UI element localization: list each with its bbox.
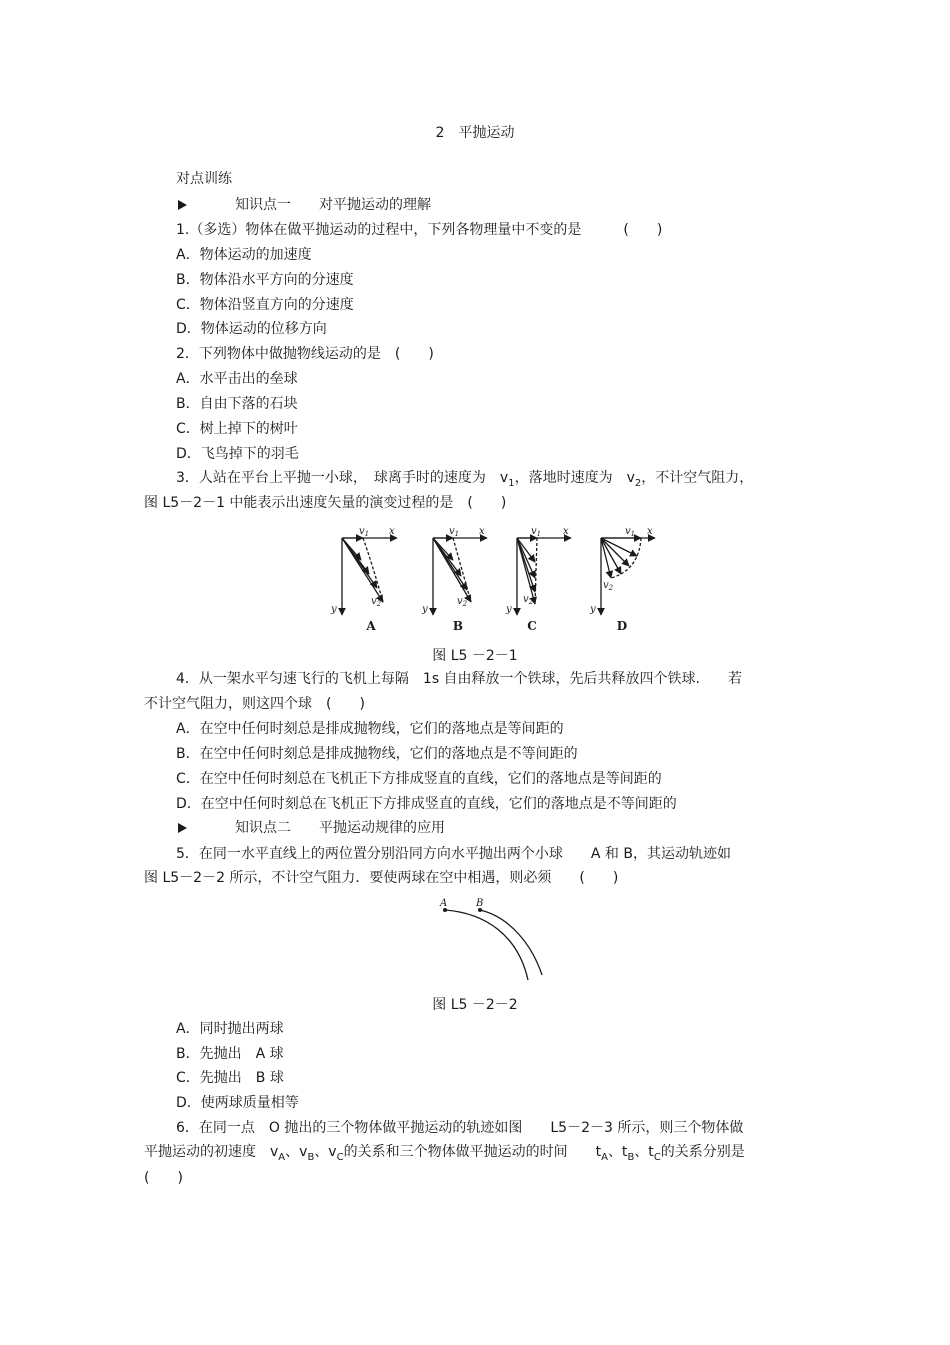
question-4-option-b: B．在空中任何时刻总是排成抛物线，它们的落地点是不等间距的: [176, 746, 578, 762]
question-4-option-c: C．在空中任何时刻总在飞机正下方排成竖直的直线，它们的落地点是等间距的: [176, 771, 662, 787]
q6-text-b: 的关系和三个物体做平抛运动的时间 t: [343, 1144, 602, 1160]
question-5-line-2: 图 L5－2－2 所示，不计空气阻力．要使两球在空中相遇，则必须 ( ): [144, 870, 619, 886]
label-x-d: x: [647, 526, 653, 537]
sub-ta: A: [601, 1151, 608, 1163]
sub-a: A: [278, 1151, 286, 1163]
question-5-option-b: B．先抛出 A 球: [176, 1046, 284, 1062]
sub-b: B: [307, 1151, 315, 1163]
label-v1-b: $v_1$: [449, 526, 460, 538]
question-2-stem: 2．下列物体中做抛物线运动的是 ( ): [176, 346, 434, 362]
label-x-c: x: [563, 526, 569, 537]
sub-tc: C: [653, 1151, 661, 1163]
figure-trajectories: [430, 895, 555, 985]
knowledge-point-2: [178, 819, 445, 837]
knowledge-point-1-label: 知识点一 对平抛运动的理解: [235, 197, 431, 213]
knowledge-point-2-label: 知识点二 平抛运动规律的应用: [235, 820, 445, 836]
subscript-2: 2: [634, 477, 642, 489]
question-5-option-d: D．使两球质量相等: [176, 1095, 299, 1111]
label-x-a: x: [389, 526, 395, 537]
question-1-option-c: C．物体沿竖直方向的分速度: [176, 297, 354, 313]
label-y-c: y: [506, 604, 512, 615]
label-a: A: [440, 898, 448, 909]
sep-4: 、t: [634, 1144, 654, 1160]
question-1-stem: 1.（多选）物体在做平抛运动的过程中，下列各物理量中不变的是 ( ): [176, 222, 663, 238]
question-5-option-a: A．同时抛出两球: [176, 1021, 284, 1037]
question-2-option-a: A．水平击出的垒球: [176, 371, 298, 387]
knowledge-point-1: [178, 196, 431, 214]
label-y-d: y: [590, 604, 596, 615]
question-4-option-d: D．在空中任何时刻总在飞机正下方排成竖直的直线，它们的落地点是不等间距的: [176, 796, 677, 812]
figure-velocity-vectors: [325, 520, 665, 638]
label-y-b: y: [422, 604, 428, 615]
panel-label-b: B: [452, 619, 464, 633]
q6-text-a: 平抛运动的初速度 v: [144, 1144, 279, 1160]
question-6-line-2: [144, 1143, 745, 1167]
page-title: 2 平抛运动: [435, 125, 515, 141]
question-6-line-3: ( ): [144, 1170, 183, 1186]
figure-1-caption: 图 L5 －2－1: [432, 648, 518, 664]
panel-label-d: D: [616, 619, 628, 633]
q6-text-c: 的关系分别是: [660, 1144, 745, 1160]
subscript-1: 1: [508, 477, 515, 489]
label-b: B: [476, 898, 484, 909]
question-3-line-2: 图 L5－2－1 中能表示出速度矢量的演变过程的是 ( ): [144, 495, 507, 511]
bullet-triangle-icon: [178, 823, 187, 833]
sep-1: 、v: [285, 1144, 308, 1160]
question-3-text-a: 3．人站在平台上平抛一小球， 球离手时的速度为 v: [176, 470, 509, 486]
question-1-option-d: D．物体运动的位移方向: [176, 321, 327, 337]
question-4-line-1: 4．从一架水平匀速飞行的飞机上每隔 1s 自由释放一个铁球，先后共释放四个铁球. 若: [176, 671, 743, 687]
label-v2-b: $v_2$: [457, 596, 468, 608]
question-3-text-c: ，不计空气阻力，: [641, 470, 754, 486]
trajectory-a: [445, 910, 528, 980]
question-2-option-c: C．树上掉下的树叶: [176, 421, 298, 437]
sub-c: C: [336, 1151, 344, 1163]
question-5-line-1: 5．在同一水平直线上的两位置分别沿同方向水平抛出两个小球 A 和 B，其运动轨迹如: [176, 846, 731, 862]
panel-d: [601, 538, 655, 615]
panel-a: [342, 538, 397, 615]
label-x-b: x: [479, 526, 485, 537]
bullet-triangle-icon: [178, 200, 187, 210]
panel-label-a: A: [366, 619, 376, 633]
sep-2: 、v: [314, 1144, 337, 1160]
question-6-line-1: 6．在同一点 O 抛出的三个物体做平抛运动的轨迹如图 L5－2－3 所示，则三个物体做: [176, 1120, 744, 1136]
figure-2-caption: 图 L5 －2－2: [432, 997, 518, 1013]
question-3-text-b: ，落地时速度为 v: [514, 470, 635, 486]
sep-3: 、t: [607, 1144, 628, 1160]
question-3-line-1: [176, 469, 753, 493]
label-v1-c: $v_1$: [531, 526, 542, 538]
question-1-option-b: B．物体沿水平方向的分速度: [176, 272, 354, 288]
section-heading: 对点训练: [176, 171, 232, 187]
question-2-option-d: D．飞鸟掉下的羽毛: [176, 446, 299, 462]
label-v1-d: $v_1$: [625, 526, 636, 538]
label-v2-a: $v_2$: [371, 596, 382, 608]
panel-label-c: C: [527, 619, 537, 633]
label-v1-a: $v_1$: [359, 526, 370, 538]
label-y-a: y: [331, 604, 337, 615]
question-4-option-a: A．在空中任何时刻总是排成抛物线，它们的落地点是等间距的: [176, 721, 564, 737]
label-v2-c: $v_2$: [523, 594, 534, 606]
label-v2-d: $v_2$: [603, 580, 614, 592]
question-5-option-c: C．先抛出 B 球: [176, 1070, 284, 1086]
sub-tb: B: [627, 1151, 635, 1163]
question-2-option-b: B．自由下落的石块: [176, 396, 298, 412]
question-1-option-a: A．物体运动的加速度: [176, 247, 312, 263]
question-4-line-2: 不计空气阻力，则这四个球 ( ): [144, 696, 365, 712]
